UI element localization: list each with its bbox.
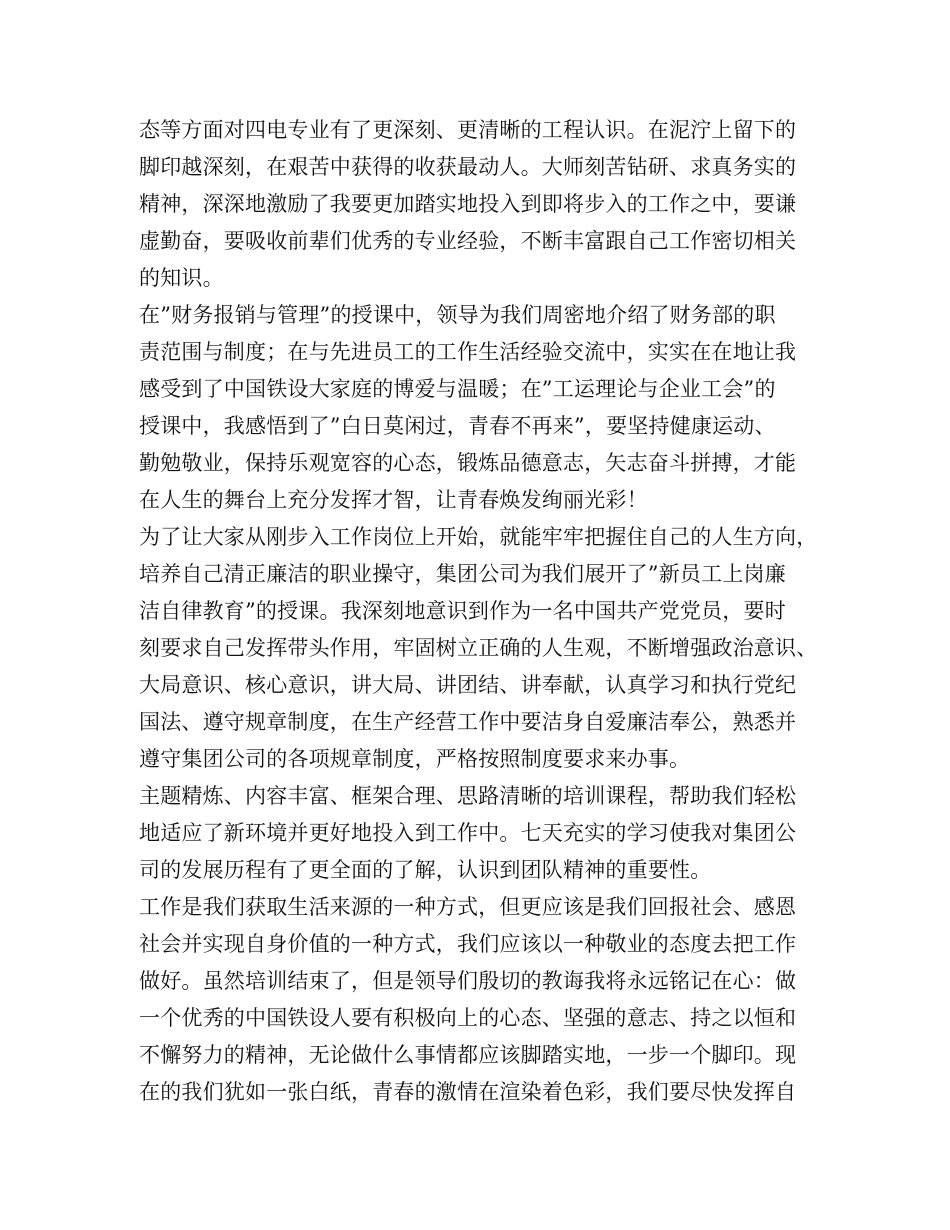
- text-line: 大局意识、核心意识，讲大局、讲团结、讲奉献，认真学习和执行党纪: [139, 673, 797, 697]
- text-line: 在”财务报销与管理”的授课中，领导为我们周密地介绍了财务部的职: [139, 303, 776, 327]
- text-line: 遵守集团公司的各项规章制度，严格按照制度要求来办事。: [139, 747, 691, 771]
- text-line: 的知识。: [139, 266, 224, 290]
- text-line: 为了让大家从刚步入工作岗位上开始，就能牢牢把握住自己的人生方向，: [139, 525, 818, 549]
- text-line: 工作是我们获取生活来源的一种方式，但更应该是我们回报社会、感恩: [139, 895, 797, 919]
- text-line: 一个优秀的中国铁设人要有积极向上的心态、坚强的意志、持之以恒和: [139, 1006, 797, 1030]
- text-line: 主题精炼、内容丰富、框架合理、思路清晰的培训课程，帮助我们轻松: [139, 784, 797, 808]
- text-line: 刻要求自己发挥带头作用，牢固树立正确的人生观，不断增强政治意识、: [139, 636, 818, 660]
- text-line: 国法、遵守规章制度，在生产经营工作中要洁身自爱廉洁奉公，熟悉并: [139, 710, 797, 734]
- text-line: 培养自己清正廉洁的职业操守，集团公司为我们展开了”新员工上岗廉: [139, 562, 786, 586]
- text-line: 态等方面对四电专业有了更深刻、更清晰的工程认识。在泥泞上留下的: [139, 118, 797, 142]
- text-line: 勤勉敬业，保持乐观宽容的心态，锻炼品德意志，矢志奋斗拼搏，才能: [139, 451, 797, 475]
- text-line: 司的发展历程有了更全面的了解，认识到团队精神的重要性。: [139, 858, 712, 882]
- text-line: 授课中，我感悟到了”白日莫闲过，青春不再来”，要坚持健康运动、: [139, 414, 776, 438]
- text-line: 责范围与制度；在与先进员工的工作生活经验交流中，实实在在地让我: [139, 340, 797, 364]
- text-line: 做好。虽然培训结束了，但是领导们殷切的教诲我将永远铭记在心：做: [139, 969, 797, 993]
- text-line: 虚勤奋，要吸收前辈们优秀的专业经验，不断丰富跟自己工作密切相关: [139, 229, 797, 253]
- document-body: [139, 112, 819, 1111]
- text-line: 脚印越深刻，在艰苦中获得的收获最动人。大师刻苦钻研、求真务实的: [139, 155, 797, 179]
- text-line: 洁自律教育”的授课。我深刻地意识到作为一名中国共产党党员，要时: [139, 599, 786, 623]
- text-line: 在的我们犹如一张白纸，青春的激情在渲染着色彩，我们要尽快发挥自: [139, 1080, 797, 1104]
- text-line: 社会并实现自身价值的一种方式，我们应该以一种敬业的态度去把工作: [139, 932, 797, 956]
- text-line: 地适应了新环境并更好地投入到工作中。七天充实的学习使我对集团公: [139, 821, 797, 845]
- text-line: 不懈努力的精神，无论做什么事情都应该脚踏实地，一步一个脚印。现: [139, 1043, 797, 1067]
- text-line: 精神，深深地激励了我要更加踏实地投入到即将步入的工作之中，要谦: [139, 192, 797, 216]
- text-line: 感受到了中国铁设大家庭的博爱与温暖；在”工运理论与企业工会”的: [139, 377, 776, 401]
- text-line: 在人生的舞台上充分发挥才智，让青春焕发绚丽光彩！: [139, 488, 648, 512]
